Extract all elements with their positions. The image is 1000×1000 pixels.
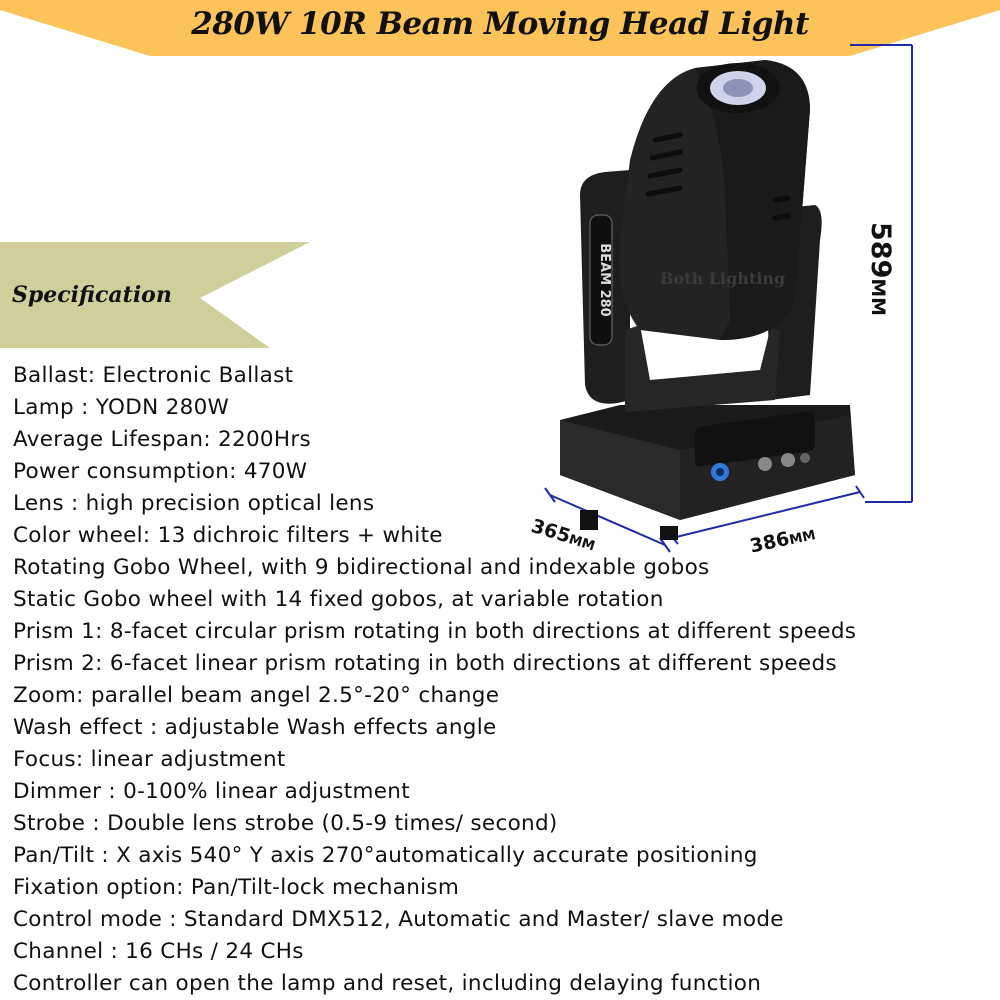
spec-item: Ballast: Electronic Ballast xyxy=(13,363,294,388)
spec-list xyxy=(13,360,856,1000)
spec-item: Zoom: parallel beam angel 2.5°-20° change xyxy=(13,683,500,708)
watermark: Both Lighting xyxy=(660,269,786,288)
spec-item: Prism 1: 8-facet circular prism rotating in both directions at different speeds xyxy=(13,619,857,644)
section-heading: Specification xyxy=(12,282,172,308)
spec-item: Rotating Gobo Wheel, with 9 bidirectional and indexable gobos xyxy=(13,555,710,580)
spec-item: Color wheel: 13 dichroic filters + white xyxy=(13,523,443,548)
spec-item: Channel : 16 CHs / 24 CHs xyxy=(13,939,304,964)
page-title: 280W 10R Beam Moving Head Light xyxy=(191,6,809,42)
spec-item: Average Lifespan: 2200Hrs xyxy=(13,427,312,452)
spec-item: Lamp : YODN 280W xyxy=(13,395,230,420)
spec-item: Strobe : Double lens strobe (0.5-9 times/ second) xyxy=(13,811,558,836)
spec-item: Focus: linear adjustment xyxy=(13,747,286,772)
spec-item: Dimmer : 0-100% linear adjustment xyxy=(13,779,410,804)
spec-item: Fixation option: Pan/Tilt-lock mechanism xyxy=(13,875,460,900)
spec-item: Static Gobo wheel with 14 fixed gobos, at variable rotation xyxy=(13,587,664,612)
height-dimension-label: 589MM xyxy=(865,222,896,316)
width-dimension-label: 386MM xyxy=(748,527,818,558)
spec-item: Pan/Tilt : X axis 540° Y axis 270°automatically accurate positioning xyxy=(13,843,758,868)
depth-dimension-label: 365MM xyxy=(528,515,597,555)
fixture-head xyxy=(619,60,810,340)
spec-item: Power consumption: 470W xyxy=(13,459,308,484)
spec-item: Wash effect : adjustable Wash effects angle xyxy=(13,715,497,740)
product-label: BEAM 280 xyxy=(597,243,612,317)
spec-item: Control mode : Standard DMX512, Automatic and Master/ slave mode xyxy=(13,907,784,932)
spec-item: Prism 2: 6-facet linear prism rotating in both directions at different speeds xyxy=(13,651,837,676)
spec-item: Controller can open the lamp and reset, including delaying function xyxy=(13,971,762,996)
spec-item: Lens : high precision optical lens xyxy=(13,491,375,516)
spec-heading-banner xyxy=(0,242,312,348)
